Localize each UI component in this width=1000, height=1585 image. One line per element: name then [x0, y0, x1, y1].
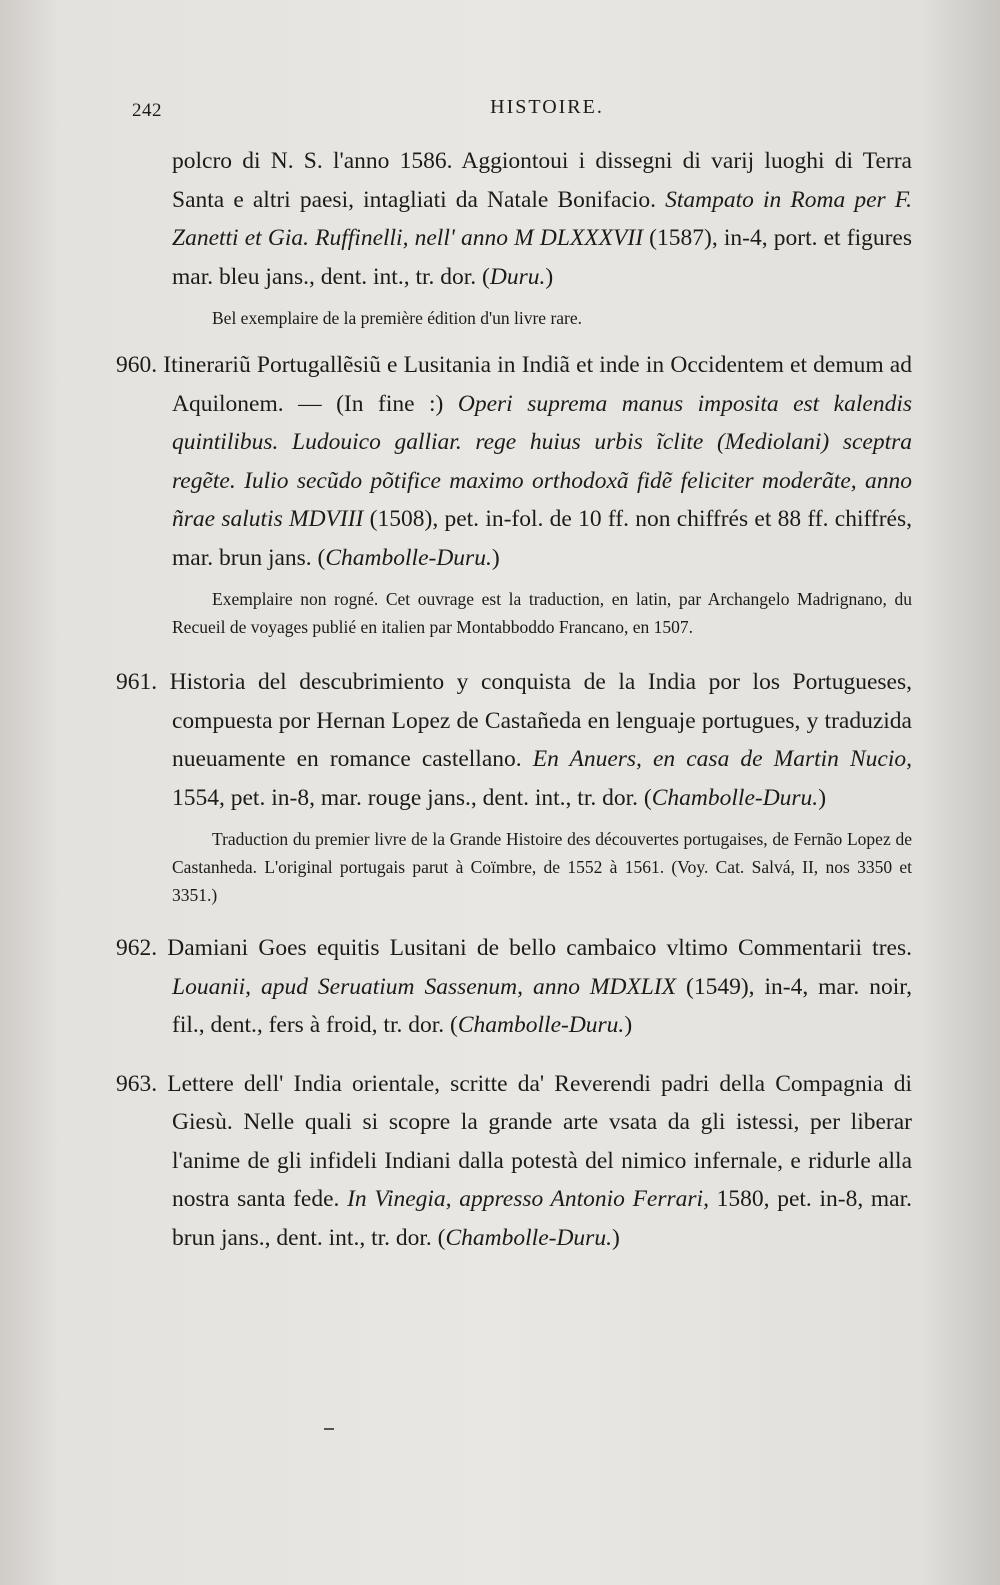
entry-text: 961. Historia del descubrimiento y conquista de la India por los Portugueses, compuesta por Hernan Lopez de Castañeda en lenguaje portugues, y traduzida nueuamente en romance castellano. En Anuers, en casa de Martin Nucio, 1554, pet. in-8, mar. rouge jans., dent. int., tr. dor. (Chambolle-Duru.) [172, 663, 912, 817]
entry-note: Exemplaire non rogné. Cet ouvrage est la traduction, en latin, par Archangelo Madrignano, du Recueil de voyages publié en italien par Montabboddo Francano, en 1507. [172, 589, 912, 637]
entry-number: 963. [116, 1070, 158, 1097]
running-head: HISTOIRE. [490, 96, 604, 118]
continued-entry-note: Bel exemplaire de la première édition d'un livre rare. [212, 308, 583, 328]
entry-960 [116, 346, 913, 641]
page-number: 242 [132, 100, 162, 121]
entry-number: 962. [116, 935, 158, 961]
page-header [132, 92, 922, 132]
entry-963 [116, 1065, 912, 1258]
continued-entry-text: polcro di N. S. l'anno 1586. Aggiontoui i dissegni di varij luoghi di Terra Santa e altri paesi, intagliati da Natale Bonifacio. Stampato in Roma per F. Zanetti et Gia. Ruffinelli, nell' anno M DLXXXVII (1587), in-4, port. et figures mar. bleu jans., dent. int., tr. dor. (Duru.) [172, 148, 912, 290]
entry-text: 960. Itinerariũ Portugallẽsiũ e Lusitania in Indiã et inde in Occidentem et demum ad Aquilonem. — (In fine :) Operi suprema manus imposita est kalendis quintilibus. Ludouico galliar. rege huius urbis ĩclite (Mediolani) sceptra regẽte. Iulio secũdo põtifice maximo orthodoxã fidẽ feliciter moderãte, anno ñrae salutis MDVIII (1508), pet. in-fol. de 10 ff. non chiffrés et 88 ff. chiffrés, mar. brun jans. (Chambolle-Duru.) [172, 346, 912, 577]
entry-note: Traduction du premier livre de la Grande Histoire des découvertes portugaises, de Fernão Lopez de Castanheda. L'original portugais parut à Coïmbre, de 1552 à 1561. (Voy. Cat. Salvá, II, nos 3350 et 3351.) [172, 829, 912, 905]
page-body [116, 142, 913, 1257]
entry-number: 961. [116, 669, 158, 695]
entry-961 [116, 663, 912, 909]
entry-text: 963. Lettere dell' India orientale, scritte da' Reverendi padri della Compagnia di Giesù. Nelle quali si scopre la grande arte vsata da gli istessi, per liberar l'anime de gli infideli Indiani dalla potestà del nimico infernale, e ridurle alla nostra santa fede. In Vinegia, appresso Antonio Ferrari, 1580, pet. in-8, mar. brun jans., dent. int., tr. dor. (Chambolle-Duru.) [172, 1065, 912, 1258]
printer-mark [324, 1428, 334, 1430]
entry-text: 962. Damiani Goes equitis Lusitani de bello cambaico vltimo Commentarii tres. Louanii, apud Seruatium Sassenum, anno MDXLIX (1549), in-4, mar. noir, fil., dent., fers à froid, tr. dor. (Chambolle-Duru.) [172, 929, 912, 1045]
entry-number: 960. [116, 352, 158, 378]
entry-962 [116, 929, 912, 1045]
